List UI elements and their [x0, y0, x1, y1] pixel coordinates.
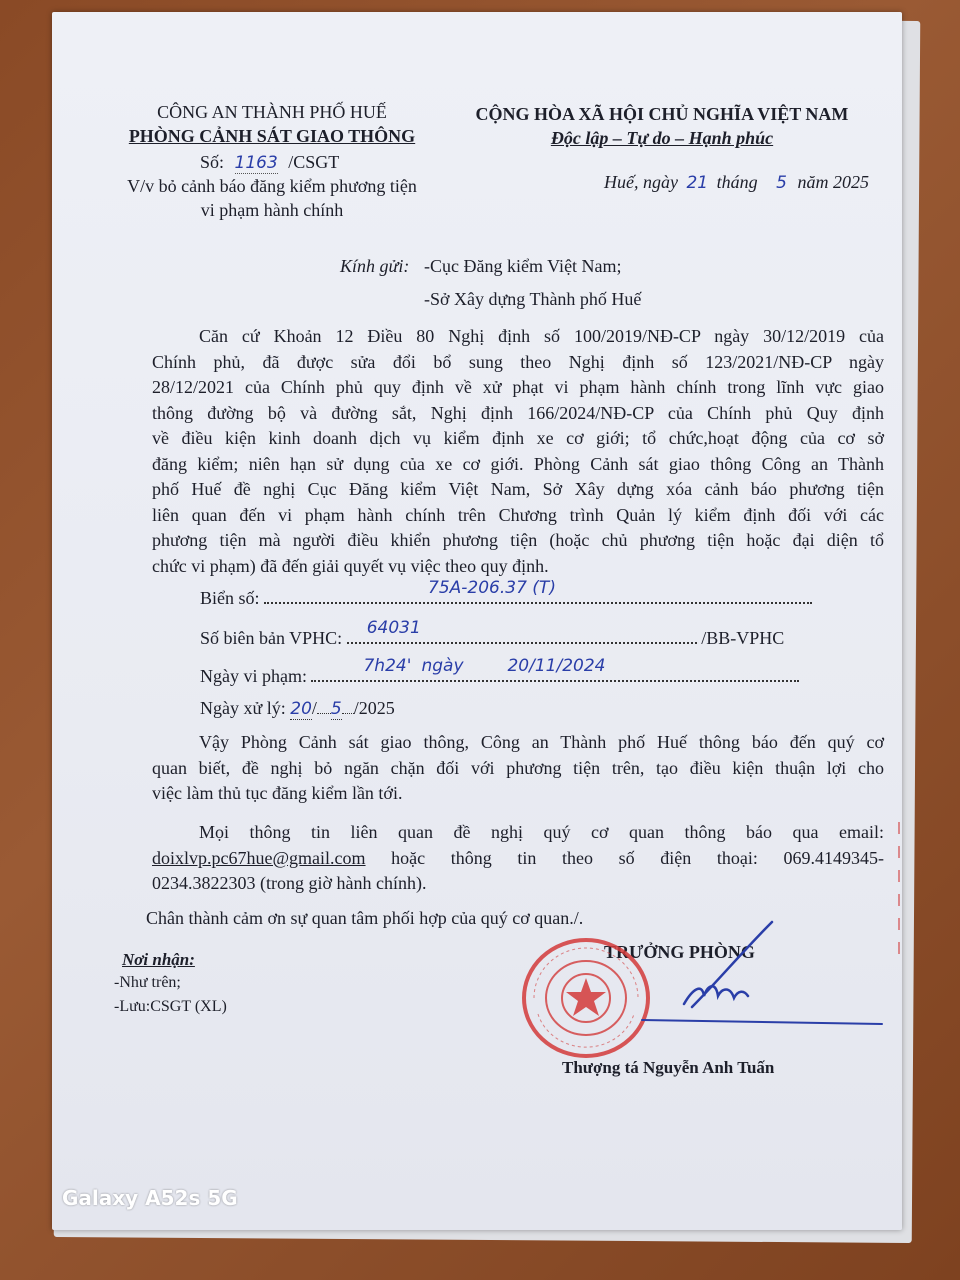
- recipient-2: -Sở Xây dựng Thành phố Huế: [424, 289, 642, 309]
- body-line: chức vi phạm) đã đến giải quyết vụ việc theo quy định.: [152, 555, 549, 576]
- plate-value: 75A-206.37 (T): [428, 578, 556, 598]
- violation-date-label: Ngày vi phạm:: [200, 666, 307, 686]
- handling-year: /2025: [353, 698, 395, 718]
- camera-watermark: Galaxy A52s 5G: [62, 1186, 238, 1210]
- agency-name: CÔNG AN THÀNH PHỐ HUẾ: [157, 102, 387, 122]
- distribution-item-1: -Như trên;: [114, 974, 181, 991]
- handling-month: 5: [330, 699, 342, 719]
- country-name: CỘNG HÒA XÃ HỘI CHỦ NGHĨA VIỆT NAM: [475, 104, 849, 124]
- record-label: Số biên bản VPHC:: [200, 628, 343, 648]
- closing-line: quan biết, đề nghị bỏ ngăn chặn đối với phương tiện trên, tạo điều kiện thuận lợi cho: [152, 757, 884, 778]
- contact-paragraph: [152, 820, 884, 897]
- record-field: [200, 618, 785, 649]
- subject-line-1: V/v bỏ cảnh báo đăng kiểm phương tiện: [127, 176, 417, 196]
- closing-paragraph: [152, 730, 884, 807]
- contact-line-2: [152, 846, 884, 872]
- body-line: thông đường bộ và đường sắt, Nghị định 166/2024/NĐ-CP của Chính phủ Quy định: [152, 402, 884, 423]
- violation-date-field: [200, 656, 799, 687]
- violation-date-line: [311, 656, 799, 682]
- number-handwritten: 1163: [234, 153, 278, 173]
- thanks-line: Chân thành cảm ơn sự quan tâm phối hợp của quý cơ quan./.: [146, 908, 584, 928]
- body-paragraph: [152, 324, 884, 579]
- record-line: [347, 618, 697, 644]
- record-value: 64031: [366, 618, 421, 638]
- violation-time-value: 7h24': [363, 656, 412, 676]
- date-year: năm 2025: [797, 172, 869, 192]
- handling-date-label: Ngày xử lý:: [200, 698, 286, 718]
- handling-day: 20: [290, 699, 312, 719]
- date-place: Huế, ngày: [604, 172, 678, 192]
- subject-line-2: vi phạm hành chính: [200, 200, 344, 220]
- plate-field: [200, 578, 812, 609]
- recipients-label: Kính gửi:: [340, 256, 410, 276]
- contact-line-1: Mọi thông tin liên quan đề nghị quý cơ quan thông báo qua email:: [199, 822, 884, 842]
- margin-marks-icon: [894, 822, 904, 972]
- distribution-item-2: -Lưu:CSGT (XL): [114, 998, 227, 1015]
- body-line: Chính phủ, đã được sửa đổi bổ sung theo Nghị định số 123/2021/NĐ-CP ngày: [152, 351, 884, 372]
- handling-date-field: Ngày xử lý: 20/ 5 /2025: [200, 698, 395, 719]
- body-line: phố Huế đề nghị Cục Đăng kiểm Việt Nam, Sở Xây dựng xóa cảnh báo phương tiện: [152, 479, 884, 499]
- plate-line: [264, 578, 812, 604]
- closing-line: việc làm thủ tục đăng kiểm lần tới.: [152, 783, 403, 803]
- contact-line-3: 0234.3822303 (trong giờ hành chính).: [152, 873, 427, 893]
- body-line: về điều kiện kinh doanh dịch vụ kiểm định xe cơ giới; tổ chức,hoạt động của cơ sở: [152, 428, 884, 448]
- plate-label: Biển số:: [200, 588, 260, 608]
- date-month-label: tháng: [716, 172, 758, 192]
- violation-mid: ngày: [421, 656, 464, 676]
- contact-email[interactable]: doixlvp.pc67hue@gmail.com: [152, 847, 366, 868]
- recipient-1: -Cục Đăng kiểm Việt Nam;: [424, 256, 622, 276]
- body-line: 28/12/2021 của Chính phủ quy định về xử phạt vi phạm hành chính trong lĩnh vực giao: [152, 377, 884, 397]
- distribution-title: Nơi nhận:: [122, 950, 195, 969]
- handwritten-signature-icon: [622, 912, 892, 1042]
- body-line: phương tiện mà người điều khiển phương tiện (hoặc chủ phương tiện hoặc đại diện tổ: [152, 530, 884, 550]
- record-suffix: /BB-VPHC: [701, 628, 785, 648]
- date-day: 21: [686, 173, 709, 193]
- violation-date-value: 20/11/2024: [507, 656, 606, 676]
- issue-date: [604, 172, 869, 193]
- body-line: Căn cứ Khoản 12 Điều 80 Nghị định số 100/2019/NĐ-CP ngày 30/12/2019 của: [199, 326, 884, 346]
- closing-line: Vậy Phòng Cảnh sát giao thông, Công an Thành phố Huế thông báo đến quý cơ: [199, 732, 884, 752]
- date-month: 5: [776, 173, 787, 193]
- document-number: [200, 152, 339, 173]
- body-line: liên quan đến vi phạm hành chính trên Chương trình Quản lý kiểm định đối với các: [152, 504, 884, 525]
- document-page: [52, 12, 902, 1230]
- body-line: đăng kiểm; niên hạn sử dụng của xe cơ giới. Phòng Cảnh sát giao thông Công an Thành: [152, 453, 884, 474]
- number-suffix: /CSGT: [288, 152, 340, 172]
- department-name: PHÒNG CẢNH SÁT GIAO THÔNG: [128, 126, 416, 146]
- signer-name: Thượng tá Nguyễn Anh Tuấn: [562, 1058, 775, 1077]
- contact-line-2-rest: hoặc thông tin theo số điện thoại: 069.4149345-: [391, 847, 884, 868]
- signature-title: TRƯỞNG PHÒNG: [604, 942, 755, 962]
- national-motto: Độc lập – Tự do – Hạnh phúc: [550, 128, 774, 148]
- number-prefix: Số:: [200, 152, 225, 172]
